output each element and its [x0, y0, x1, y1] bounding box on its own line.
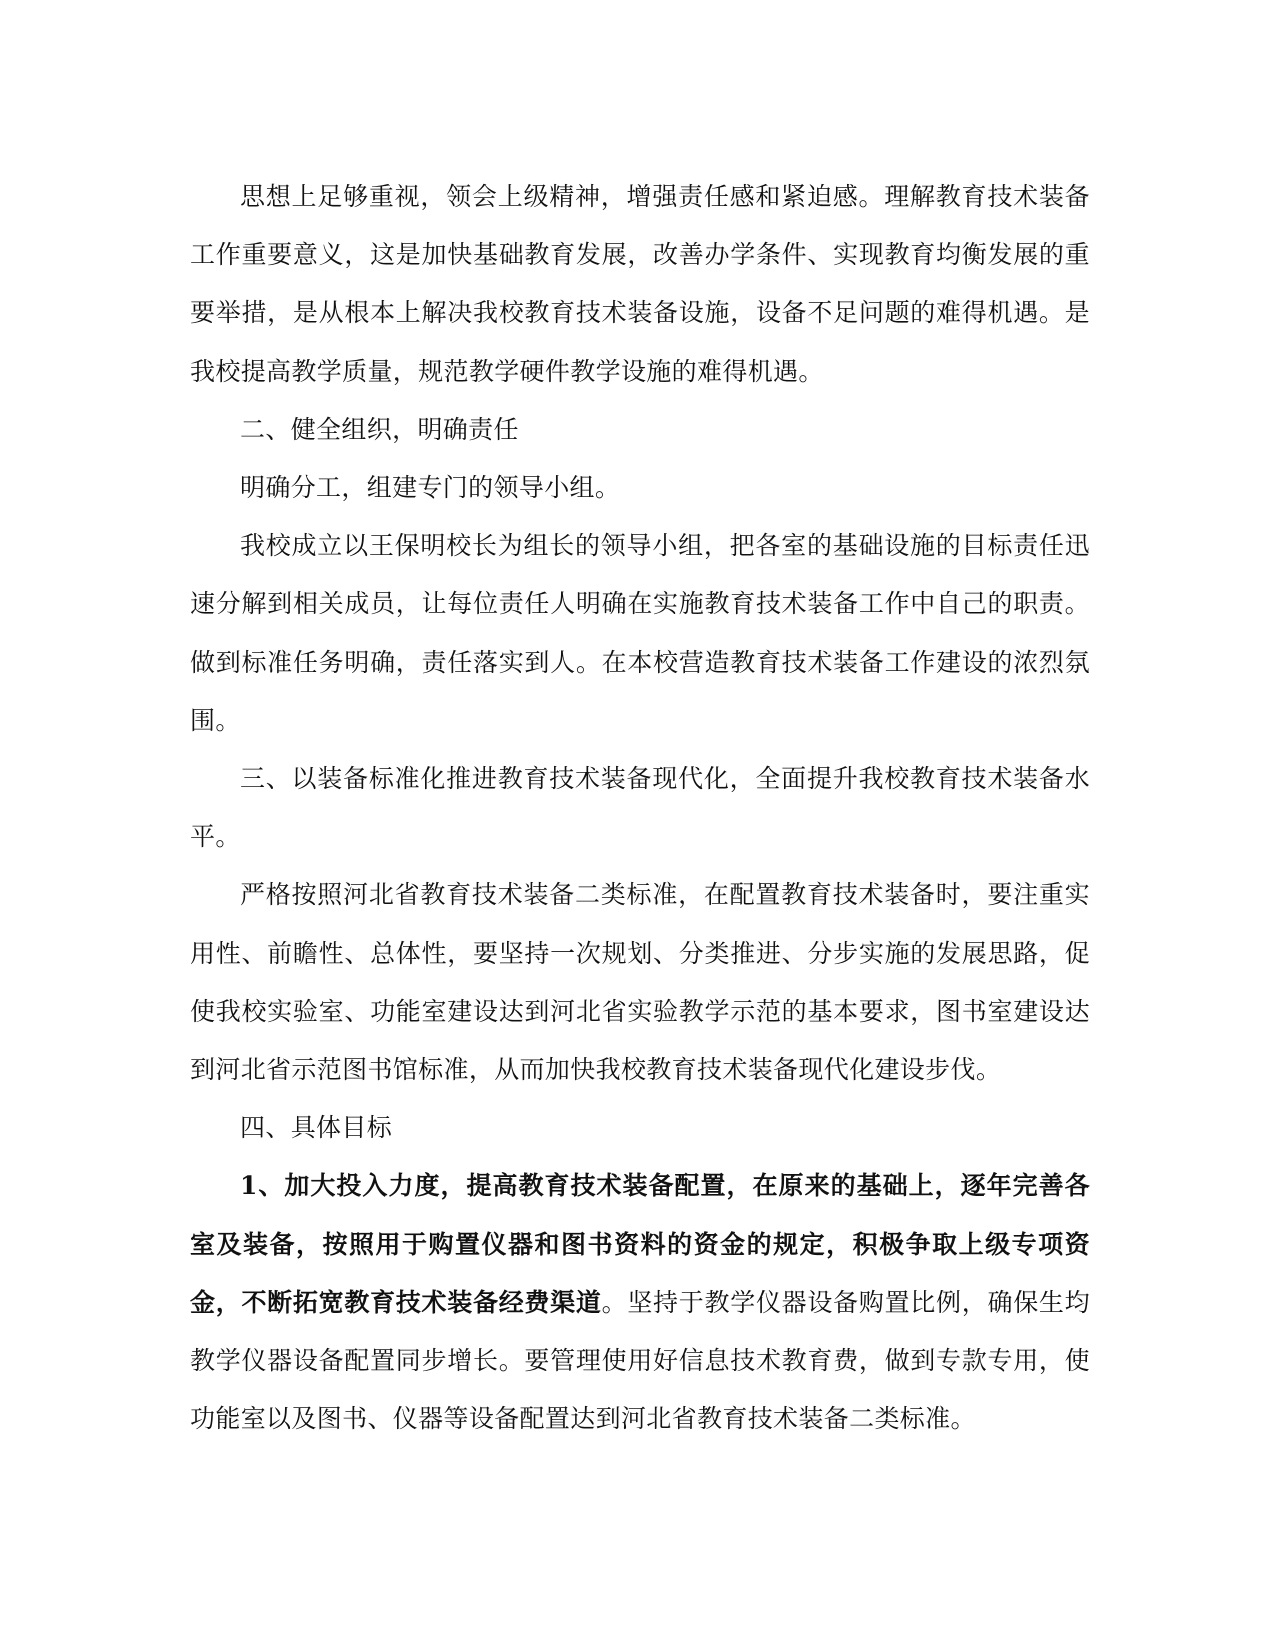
document-body [190, 168, 1090, 1448]
paragraph-importance: 思想上足够重视，领会上级精神，增强责任感和紧迫感。理解教育技术装备工作重要意义，这是加快基础教育发展，改善办学条件、实现教育均衡发展的重要举措，是从根本上解决我校教育技术装备设施，设备不足问题的难得机遇。是我校提高教学质量，规范教学硬件教学设施的难得机遇。 [190, 182, 1090, 386]
paragraph-goal-one [190, 1157, 1090, 1448]
paragraph-division-of-labor: 明确分工，组建专门的领导小组。 [240, 473, 621, 503]
section-heading-standardization: 三、以装备标准化推进教育技术装备现代化，全面提升我校教育技术装备水平。 [190, 764, 1090, 852]
paragraph-leadership-group: 我校成立以王保明校长为组长的领导小组，把各室的基础设施的目标责任迅速分解到相关成员，让每位责任人明确在实施教育技术装备工作中自己的职责。做到标准任务明确，责任落实到人。在本校营造教育技术装备工作建设的浓烈氛围。 [190, 531, 1090, 735]
paragraph-standards: 严格按照河北省教育技术装备二类标准，在配置教育技术装备时，要注重实用性、前瞻性、总体性，要坚持一次规划、分类推进、分步实施的发展思路，促使我校实验室、功能室建设达到河北省实验教学示范的基本要求，图书室建设达到河北省示范图书馆标准，从而加快我校教育技术装备现代化建设步伐。 [190, 880, 1090, 1085]
goal-one-bold-text: 1、加大投入力度，提高教育技术装备配置，在原来的基础上，逐年完善各室及装备，按照用于购置仪器和图书资料的资金的规定，积极争取上级专项资金，不断拓宽教育技术装备经费渠道 [190, 1171, 1090, 1317]
section-heading-organization: 二、健全组织，明确责任 [240, 414, 519, 444]
section-heading-goals: 四、具体目标 [240, 1113, 393, 1143]
goal-one-normal-text: 。坚持于教学仪器设备购置比例，确保生均教学仪器设备配置同步增长。要管理使用好信息技术教育费，做到专款专用，使功能室以及图书、仪器等设备配置达到河北省教育技术装备二类标准。 [190, 1287, 1090, 1434]
